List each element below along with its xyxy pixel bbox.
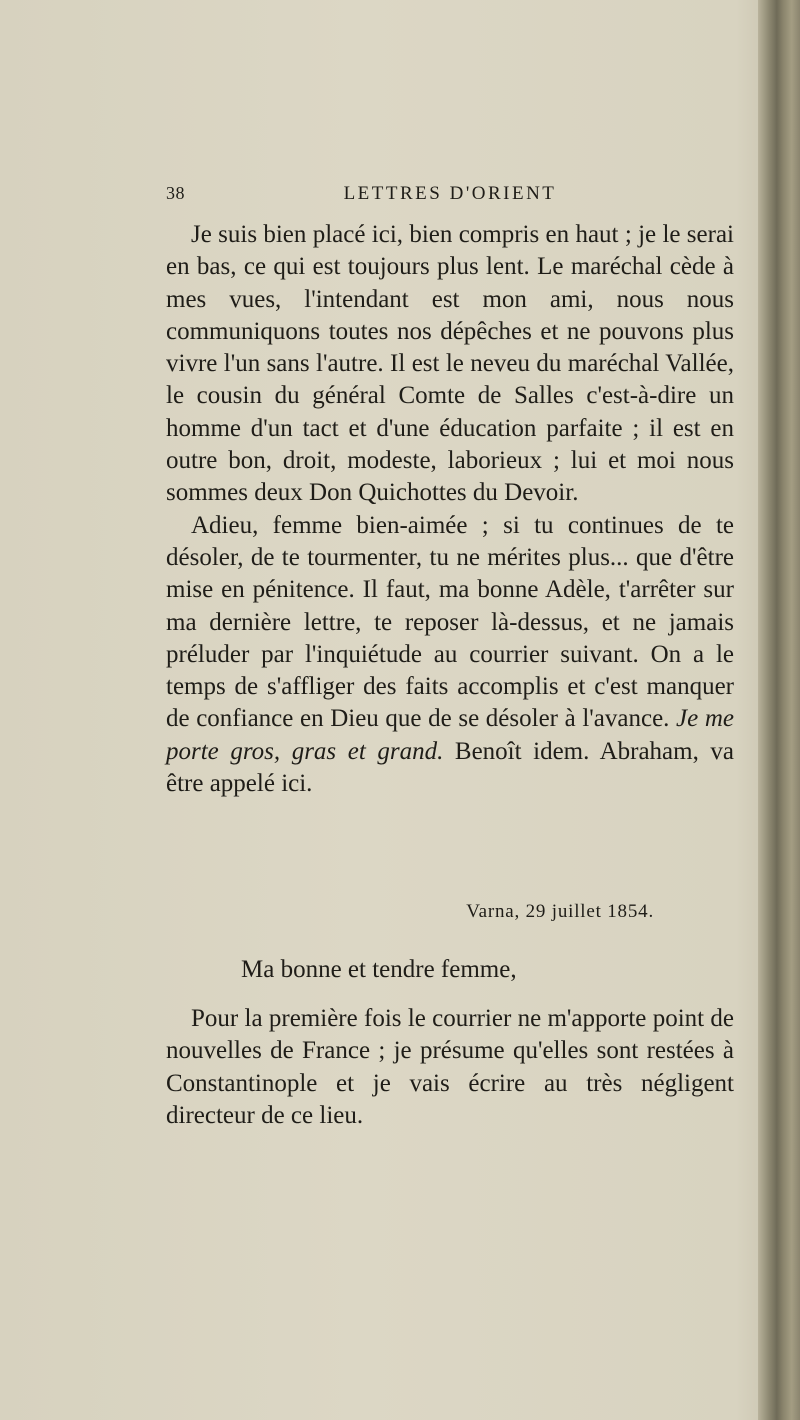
letter-paragraph: Pour la première fois le courrier ne m'apporte point de nouvelles de France ; je présume qu'elles sont restées à Constantinople et je vais écrire au très négligent directeur de ce lieu. (166, 1005, 734, 1129)
running-title: LETTRES D'ORIENT (343, 183, 557, 204)
italic-phrase: Je me porte gros, gras et grand. (166, 705, 735, 765)
second-letter-text (166, 1003, 734, 1132)
page-binding-edge (758, 0, 800, 1420)
paragraph-text: Benoît idem. Abraham, va être appelé ici. (166, 737, 735, 798)
letter-text (166, 219, 734, 800)
letter-paragraph: Je suis bien placé ici, bien compris en haut ; je le serai en bas, ce qui est toujours plus lent. Le maréchal cède à mes vues, l'intendant est mon ami, nous nous communiquons toutes nos dépêches et ne pouvons plus vivre l'un sans l'autre. Il est le neveu du maréchal Vallée, le cousin du général Comte de Salles c'est-à-dire un homme d'un tact et d'une éducation parfaite ; il est en outre bon, droit, modeste, laborieux ; lui et moi nous sommes deux Don Quichottes du Devoir. (166, 221, 734, 507)
page-number: 38 (166, 183, 185, 203)
paragraph-text: Adieu, femme bien-aimée ; si tu continues de te désoler, de te tourmenter, tu ne mérites plus... que d'être mise en pénitence. Il faut, ma bonne Adèle, t'arrêter sur ma dernière lettre, te reposer là-dessus, et ne jamais préluder par l'inquiétude au courrier suivant. On a le temps de s'affliger des faits accomplis et c'est manquer de confiance en Dieu que de se désoler à l'avance. (166, 511, 734, 733)
letter-paragraph (166, 510, 734, 801)
letter-salutation: Ma bonne et tendre femme, (241, 956, 517, 983)
page-header (166, 183, 734, 209)
letter-dateline: Varna, 29 juillet 1854. (466, 901, 654, 922)
